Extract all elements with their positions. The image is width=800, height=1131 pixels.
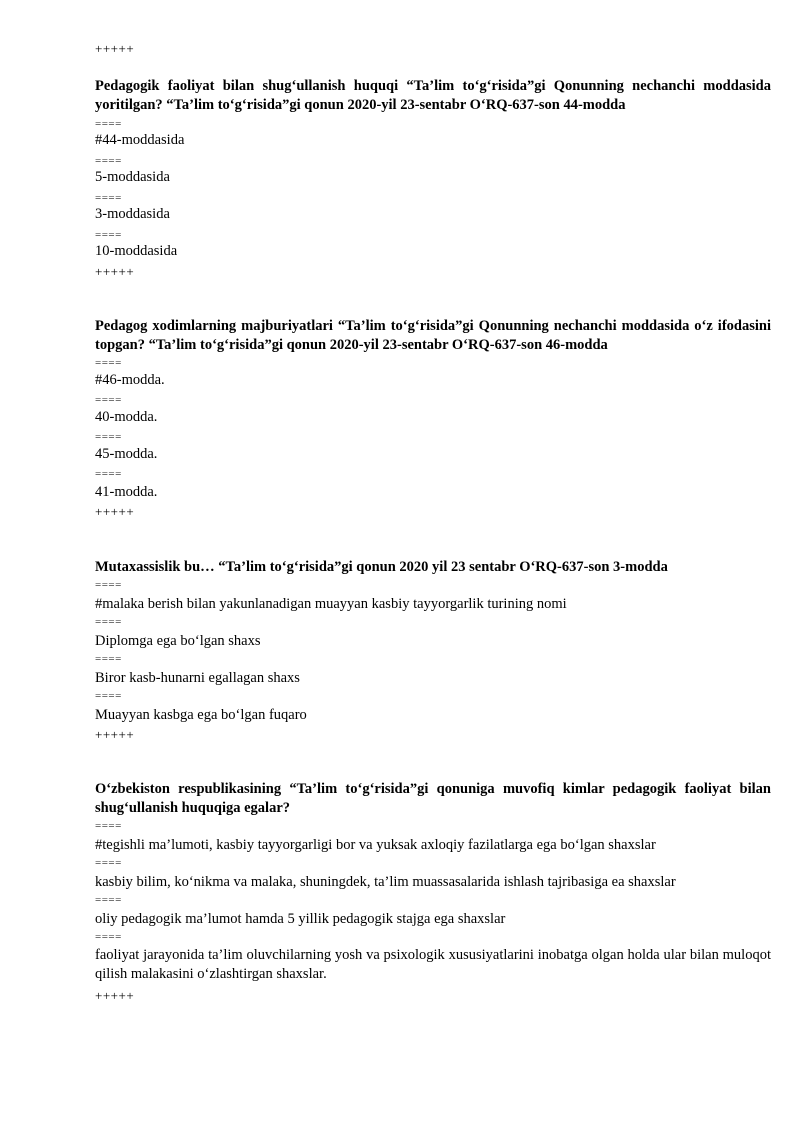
answer-separator: ==== <box>95 579 122 591</box>
answer-separator: ==== <box>95 118 122 130</box>
plus-separator: +++++ <box>95 727 135 742</box>
answer-4-3: oliy pedagogik ma’lumot hamda 5 yillik pedagogik stajga ega shaxslar <box>95 911 506 927</box>
answer-2-2: 40-modda. <box>95 409 158 425</box>
answer-3-4: Muayyan kasbga ega bo‘lgan fuqaro <box>95 707 307 723</box>
answer-1-3: 3-moddasida <box>95 206 170 222</box>
answer-separator: ==== <box>95 894 122 906</box>
answer-3-3: Biror kasb-hunarni egallagan shaxs <box>95 670 300 686</box>
answer-separator: ==== <box>95 820 122 832</box>
answer-3-2: Diplomga ega bo‘lgan shaxs <box>95 633 261 649</box>
question-2: Pedagog xodimlarning majburiyatlari “Ta’lim to‘g‘risida”gi Qonunning nechanchi moddasida o‘z ifodasini topgan? “Ta’lim to‘g‘risida”gi qonun 2020-yil 23-sentabr O‘RQ-637-son 46-modda <box>95 318 771 353</box>
answer-2-3: 45-modda. <box>95 446 158 462</box>
plus-separator: +++++ <box>95 504 135 519</box>
answer-separator: ==== <box>95 468 122 480</box>
answer-separator: ==== <box>95 653 122 665</box>
answer-1-1: #44-moddasida <box>95 132 185 148</box>
answer-separator: ==== <box>95 357 122 369</box>
plus-separator: +++++ <box>95 41 135 56</box>
answer-separator: ==== <box>95 931 122 943</box>
answer-separator: ==== <box>95 690 122 702</box>
answer-1-4: 10-moddasida <box>95 243 178 259</box>
answer-separator: ==== <box>95 155 122 167</box>
answer-separator: ==== <box>95 616 122 628</box>
answer-separator: ==== <box>95 394 122 406</box>
answer-separator: ==== <box>95 431 122 443</box>
answer-4-2: kasbiy bilim, ko‘nikma va malaka, shuningdek, ta’lim muassasalarida ishlash tajribasiga ea shaxslar <box>95 874 676 890</box>
question-1: Pedagogik faoliyat bilan shug‘ullanish huquqi “Ta’lim to‘g‘risida”gi Qonunning nechanchi moddasida yoritilgan? “Ta’lim to‘g‘risida”gi qonun 2020-yil 23-sentabr O‘RQ-637-son 44-modda <box>95 78 771 113</box>
question-3: Mutaxassislik bu… “Ta’lim to‘g‘risida”gi qonun 2020 yil 23 sentabr O‘RQ-637-son 3-modda <box>95 559 668 575</box>
answer-4-4: faoliyat jarayonida ta’lim oluvchilarning yosh va psixologik xususiyatlarini inobatga olgan holda ular bilan muloqot qilish malakasini o‘zlashtirgan shaxslar. <box>95 947 771 982</box>
answer-separator: ==== <box>95 857 122 869</box>
plus-separator: +++++ <box>95 264 135 279</box>
answer-separator: ==== <box>95 229 122 241</box>
answer-2-1: #46-modda. <box>95 372 165 388</box>
answer-3-1: #malaka berish bilan yakunlanadigan muayyan kasbiy tayyorgarlik turining nomi <box>95 596 567 612</box>
answer-separator: ==== <box>95 192 122 204</box>
answer-2-4: 41-modda. <box>95 484 158 500</box>
answer-1-2: 5-moddasida <box>95 169 170 185</box>
plus-separator: +++++ <box>95 988 135 1003</box>
answer-4-1: #tegishli ma’lumoti, kasbiy tayyorgarligi bor va yuksak axloqiy fazilatlarga ega bo‘lgan shaxslar <box>95 837 656 853</box>
question-4: O‘zbekiston respublikasining “Ta’lim to‘g‘risida”gi qonuniga muvofiq kimlar pedagogik faoliyat bilan shug‘ullanish huquqiga egalar? <box>95 781 771 816</box>
